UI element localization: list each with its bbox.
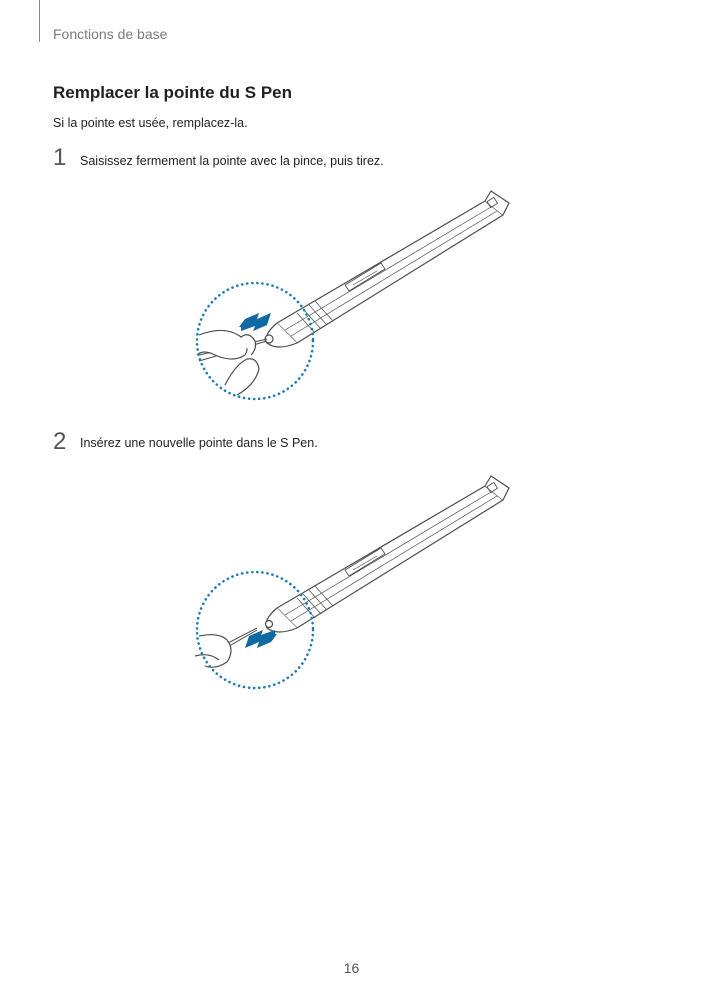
page-number: 16 xyxy=(343,960,360,976)
pull-arrow-icon xyxy=(239,313,271,331)
step-1-text: Saisissez fermement la pointe avec la pince, puis tirez. xyxy=(80,154,384,168)
insert-arrow-icon xyxy=(245,630,277,648)
step-2-text: Insérez une nouvelle pointe dans le S Pen. xyxy=(80,436,318,450)
insert-tip-illustration xyxy=(185,470,525,695)
magnifier-circle xyxy=(197,572,313,688)
margin-rule xyxy=(39,0,40,42)
step-1-number: 1 xyxy=(53,144,67,171)
section-header: Fonctions de base xyxy=(53,26,168,42)
intro-text: Si la pointe est usée, remplacez-la. xyxy=(53,116,248,130)
remove-tip-illustration xyxy=(185,185,525,410)
section-heading: Remplacer la pointe du S Pen xyxy=(53,83,293,102)
step-2-number: 2 xyxy=(53,428,67,455)
